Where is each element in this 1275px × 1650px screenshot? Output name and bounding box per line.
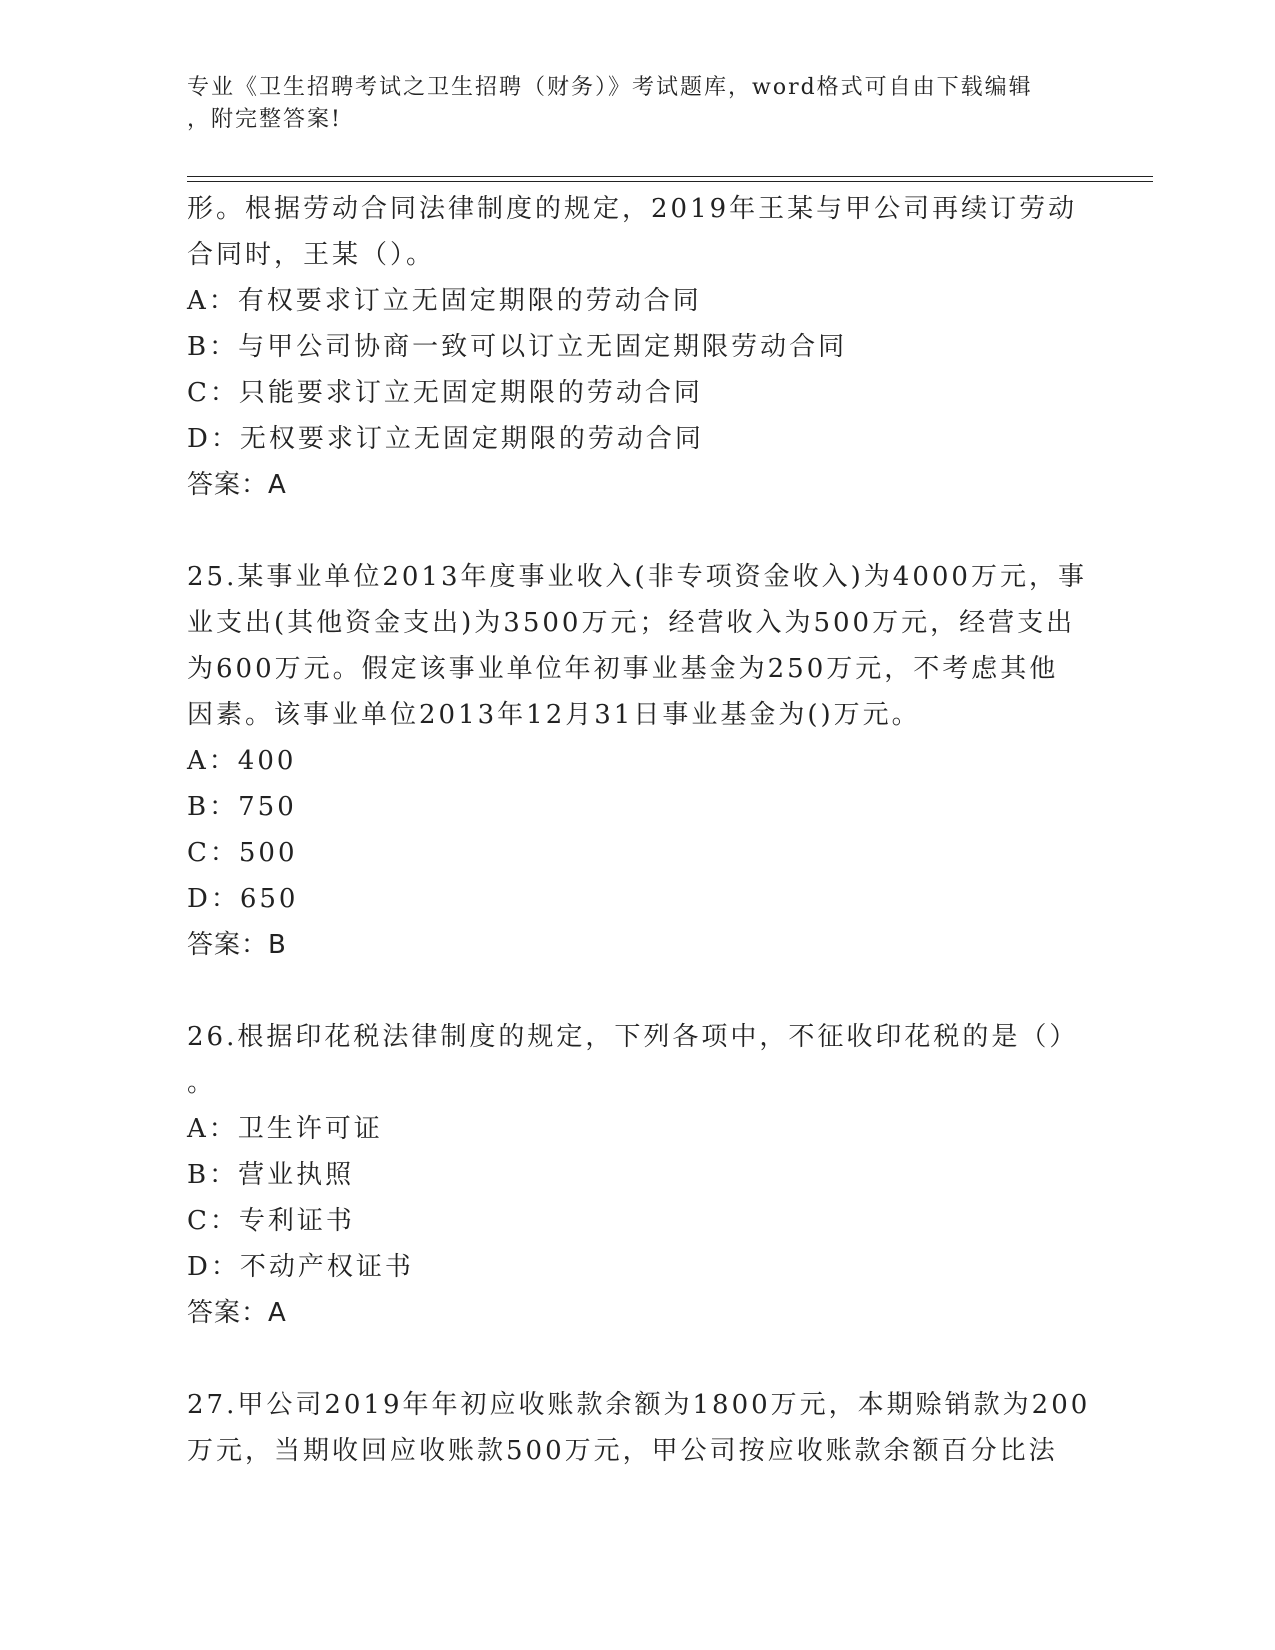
- question-25: [187, 554, 1087, 968]
- question-list: [187, 186, 1091, 1474]
- document-header: [187, 72, 1067, 136]
- question-stem-line: 26.根据印花税法律制度的规定，下列各项中，不征收印花税的是（）: [187, 1022, 1079, 1052]
- option-a: A：有权要求订立无固定期限的劳动合同: [187, 286, 702, 316]
- option-c: C：只能要求订立无固定期限的劳动合同: [187, 378, 703, 408]
- question-24: [187, 186, 1087, 508]
- question-27: [187, 1382, 1091, 1474]
- header-title-line-2: ，附完整答案!: [187, 107, 342, 132]
- question-stem-line: 为600万元。假定该事业单位年初事业基金为250万元，不考虑其他: [187, 654, 1059, 684]
- question-stem-line: 27.甲公司2019年年初应收账款余额为1800万元，本期赊销款为200: [187, 1390, 1091, 1420]
- question-26: [187, 1014, 1087, 1336]
- question-stem-line: 形。根据劳动合同法律制度的规定，2019年王某与甲公司再续订劳动: [187, 194, 1078, 224]
- option-c: C：专利证书: [187, 1206, 355, 1236]
- question-stem-line: 25.某事业单位2013年度事业收入(非专项资金收入)为4000万元，事: [187, 562, 1087, 592]
- option-b: B：营业执照: [187, 1160, 355, 1190]
- option-c: C：500: [187, 838, 298, 868]
- question-stem-line: 业支出(其他资金支出)为3500万元；经营收入为500万元，经营支出: [187, 608, 1076, 638]
- option-d: D：不动产权证书: [187, 1252, 414, 1282]
- option-d: D：650: [187, 884, 299, 914]
- question-stem-line: 万元，当期收回应收账款500万元，甲公司按应收账款余额百分比法: [187, 1436, 1058, 1466]
- answer: 答案：B: [187, 930, 287, 960]
- spacer: [187, 968, 1087, 1014]
- option-a: A：卫生许可证: [187, 1114, 383, 1144]
- header-title-line-1: 专业《卫生招聘考试之卫生招聘（财务）》考试题库，word格式可自由下载编辑: [187, 75, 1033, 100]
- spacer: [187, 508, 1087, 554]
- question-stem-line: 因素。该事业单位2013年12月31日事业基金为()万元。: [187, 700, 921, 730]
- option-b: B：750: [187, 792, 297, 822]
- option-a: A：400: [187, 746, 297, 776]
- answer: 答案：A: [187, 470, 287, 500]
- option-b: B：与甲公司协商一致可以订立无固定期限劳动合同: [187, 332, 848, 362]
- spacer: [187, 1336, 1087, 1382]
- header-double-rule: [187, 176, 1153, 182]
- option-d: D：无权要求订立无固定期限的劳动合同: [187, 424, 704, 454]
- question-stem-line: 合同时，王某（）。: [187, 240, 436, 270]
- answer: 答案：A: [187, 1298, 287, 1328]
- question-stem-line: 。: [187, 1068, 217, 1098]
